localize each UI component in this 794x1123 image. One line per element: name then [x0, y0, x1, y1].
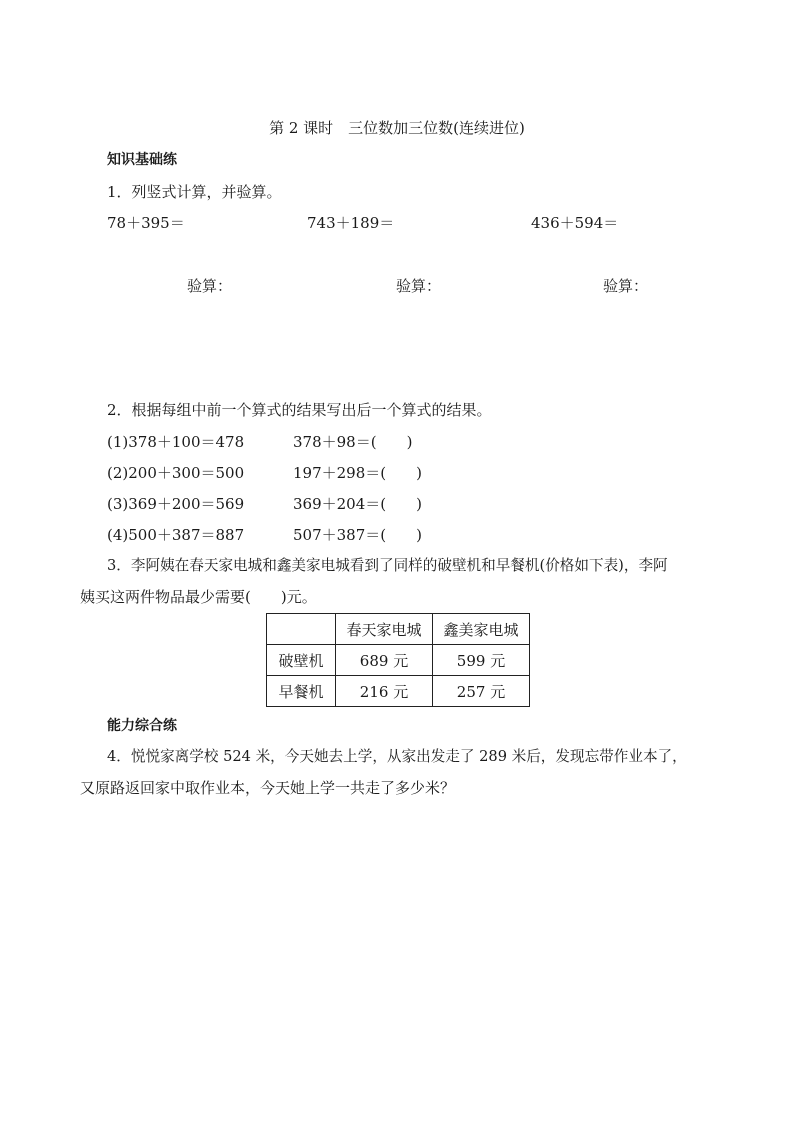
question-4-line-1: 4．悦悦家离学校 524 米，今天她去上学，从家出发走了 289 米后，发现忘带作业本了， — [107, 748, 687, 765]
section-heading-comprehensive: 能力综合练 — [107, 718, 177, 734]
q1-expression-3: 436＋594＝ — [531, 214, 619, 232]
q2-given-2: (2)200＋300＝500 — [107, 464, 245, 482]
q1-check-label-3: 验算： — [603, 277, 649, 295]
table-header-empty — [267, 614, 336, 645]
table-header-store-2: 鑫美家电城 — [433, 614, 530, 645]
page-title: 第 2 课时 三位数加三位数(连续进位) — [269, 119, 525, 137]
table-cell-price: 257 元 — [433, 676, 530, 707]
q2-answer-1: 378＋98＝( ) — [293, 433, 413, 451]
table-row — [267, 676, 530, 707]
q2-answer-2: 197＋298＝( ) — [293, 464, 422, 482]
q2-answer-4: 507＋387＝( ) — [293, 526, 422, 544]
q2-answer-3: 369＋204＝( ) — [293, 495, 422, 513]
q2-given-1: (1)378＋100＝478 — [107, 433, 245, 451]
q1-check-label-2: 验算： — [396, 277, 442, 295]
table-cell-price: 599 元 — [433, 645, 530, 676]
table-cell-price: 689 元 — [336, 645, 433, 676]
price-table — [266, 613, 530, 707]
section-heading-basic: 知识基础练 — [107, 152, 177, 168]
question-3-line-1: 3．李阿姨在春天家电城和鑫美家电城看到了同样的破壁机和早餐机(价格如下表)，李阿 — [107, 557, 668, 574]
question-4-line-2: 又原路返回家中取作业本，今天她上学一共走了多少米？ — [80, 779, 456, 797]
q1-check-label-1: 验算： — [187, 277, 233, 295]
table-header-row — [267, 614, 530, 645]
table-cell-item: 破壁机 — [267, 645, 336, 676]
table-cell-price: 216 元 — [336, 676, 433, 707]
question-1-prompt: 1．列竖式计算，并验算。 — [107, 183, 282, 201]
question-3-line-2: 姨买这两件物品最少需要( )元。 — [80, 588, 317, 606]
q1-expression-1: 78＋395＝ — [107, 214, 185, 232]
q1-expression-2: 743＋189＝ — [307, 214, 395, 232]
question-2-prompt: 2．根据每组中前一个算式的结果写出后一个算式的结果。 — [107, 401, 492, 419]
q2-given-4: (4)500＋387＝887 — [107, 526, 245, 544]
table-cell-item: 早餐机 — [267, 676, 336, 707]
table-row — [267, 645, 530, 676]
table-header-store-1: 春天家电城 — [336, 614, 433, 645]
q2-given-3: (3)369＋200＝569 — [107, 495, 245, 513]
